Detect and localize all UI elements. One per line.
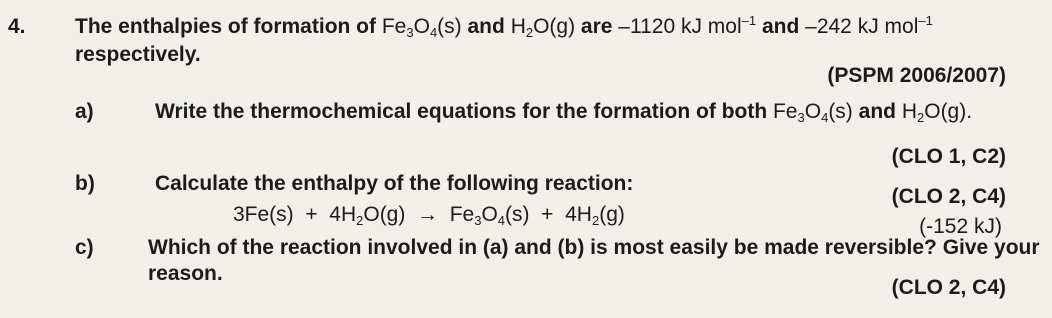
part-a-label: a) [75, 100, 94, 123]
part-a-text: Write the thermochemical equations for the formation of both $Fe_3O_4(s)$ and $H_2O(g)$. [155, 100, 973, 125]
part-b-clo: (CLO 2, C4) [891, 185, 1006, 208]
part-c-clo: (CLO 2, C4) [891, 276, 1006, 299]
part-c-text-line2: reason. [148, 262, 223, 285]
formula-h2o: $H_2O(g)$. [901, 100, 973, 125]
reaction-equation: $3Fe(s) + 4H_2O(g) \to Fe_3O_4(s) + 4H_2(g)$ [233, 203, 625, 228]
question-number: 4. [8, 15, 26, 38]
part-b-answer: (-152 kJ) [919, 215, 1002, 238]
part-c-label: c) [75, 236, 94, 259]
part-c-text: Which of the reaction involved in (a) and (b) is most easily be made reversible? Give your [148, 236, 1040, 259]
enthalpy-value-2: –242 kJ mol$^{-1}$ [805, 13, 933, 38]
arrow-icon: → [417, 203, 439, 226]
formula-fe3o4: $Fe_3O_4(s)$ [381, 15, 462, 40]
part-b-text: Calculate the enthalpy of the following reaction: [155, 172, 634, 195]
enthalpy-value-1: –1120 kJ mol$^{-1}$ [618, 13, 757, 38]
question-intro-line2: respectively. [75, 43, 201, 66]
source-reference: (PSPM 2006/2007) [827, 64, 1006, 87]
formula-h2o: $H_2O(g)$ [510, 15, 576, 40]
part-a-clo: (CLO 1, C2) [891, 145, 1006, 168]
intro-text: The enthalpies of formation of [75, 15, 382, 38]
part-b-label: b) [75, 172, 95, 195]
question-intro-line1: The enthalpies of formation of $Fe_3O_4(s)$ and $H_2O(g)$ are –1120 kJ mol$^{-1}$ and –242 kJ mol$^{-1}$ [75, 13, 933, 40]
formula-fe3o4: $Fe_3O_4(s)$ [772, 100, 853, 125]
